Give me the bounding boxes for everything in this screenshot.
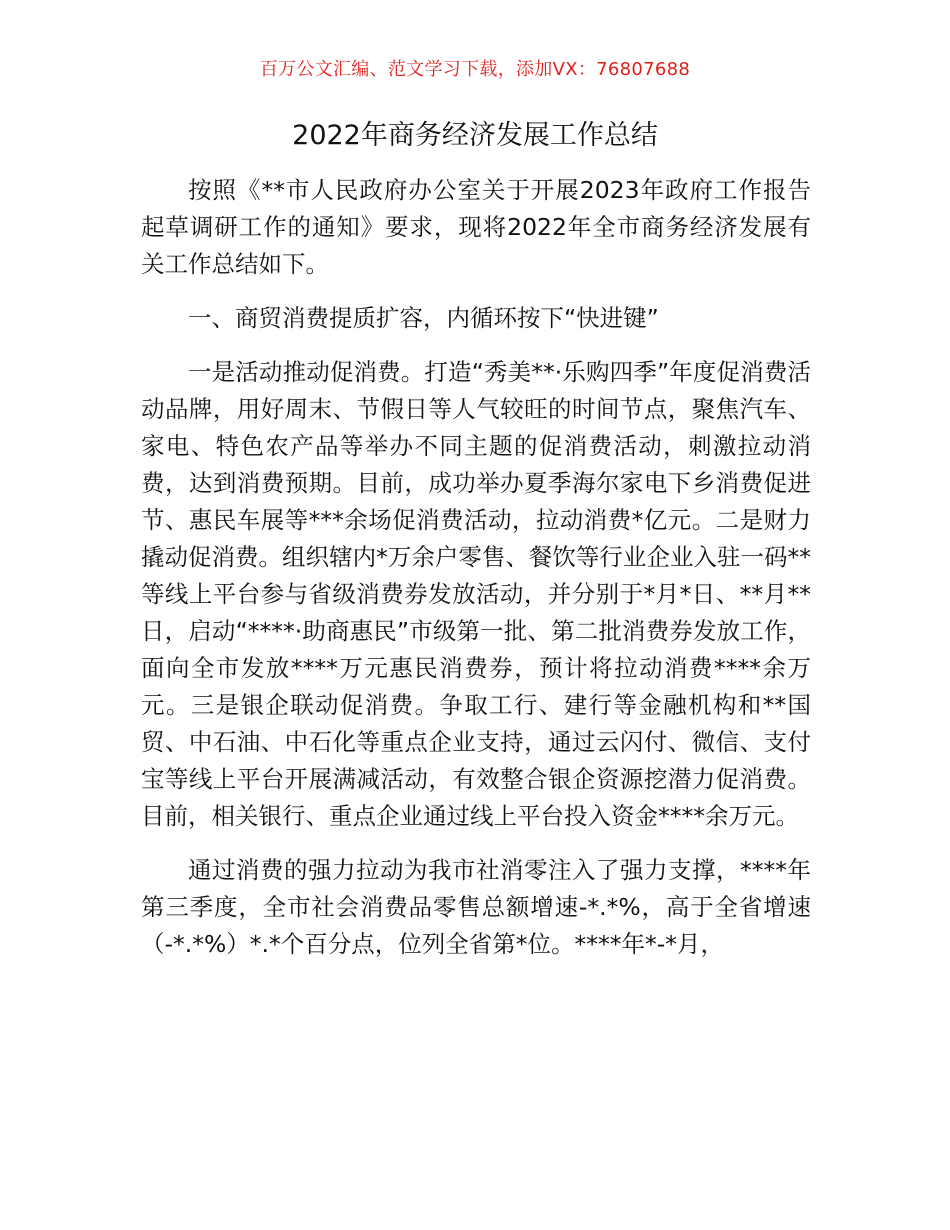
document-title: 2022年商务经济发展工作总结 bbox=[292, 120, 658, 151]
retail-results-paragraph: 通过消费的强力拉动为我市社消零注入了强力支撑，****年第三季度，全市社会消费品零售总额增速-*.*%，高于全省增速（-*.*%）*.*个百分点，位列全省第*位。****年*-*月， bbox=[141, 856, 811, 958]
consumption-measures-paragraph: 一是活动推动促消费。打造“秀美**·乐购四季”年度促消费活动品牌，用好周末、节假日等人气较旺的时间节点，聚焦汽车、家电、特色农产品等举办不同主题的促消费活动，刺激拉动消费，达到消费预期。目前，成功举办夏季海尔家电下乡消费促进节、惠民车展等***余场促消费活动，拉动消费*亿元。二是财力撬动促消费。组织辖内*万余户零售、餐饮等行业企业入驻一码**等线上平台参与省级消费券发放活动，并分别于*月*日、**月**日，启动“****·助商惠民”市级第一批、第二批消费券发放工作，面向全市发放****万元惠民消费券，预计将拉动消费****余万元。三是银企联动促消费。争取工行、建行等金融机构和**国贸、中石油、中石化等重点企业支持，通过云闪付、微信、支付宝等线上平台开展满减活动，有效整合银企资源挖潜力促消费。目前，相关银行、重点企业通过线上平台投入资金****余万元。 bbox=[141, 358, 811, 830]
section-heading-1: 一、商贸消费提质扩容，内循环按下“快进键” bbox=[188, 304, 659, 332]
download-watermark-note: 百万公文汇编、范文学习下载，添加VX：76807688 bbox=[259, 59, 691, 80]
intro-paragraph: 按照《**市人民政府办公室关于开展2023年政府工作报告起草调研工作的通知》要求，现将2022年全市商务经济发展有关工作总结如下。 bbox=[141, 176, 811, 278]
document-body bbox=[141, 172, 811, 963]
